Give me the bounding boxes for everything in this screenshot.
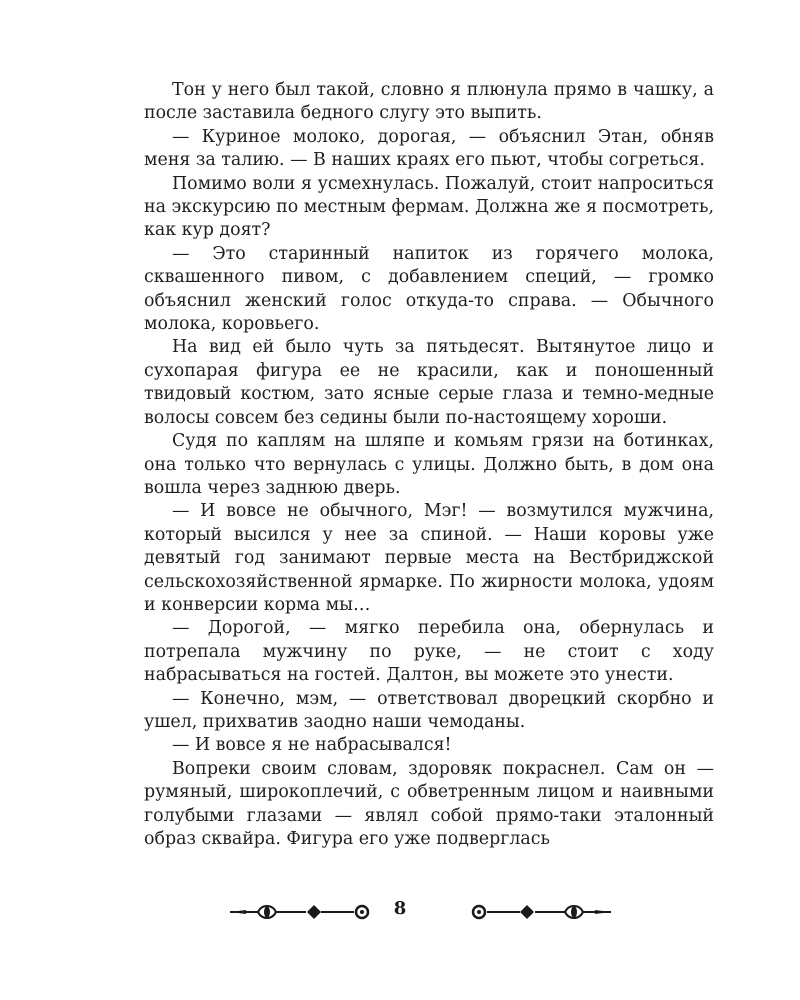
paragraph: — Это старинный напиток из горячего молока, сквашенного пивом, с добавлением специй, — громко объяснил женский голос откуда-то справа. — Обычного молока, коровьего.	[144, 243, 714, 335]
paragraph: На вид ей было чуть за пятьдесят. Вытянутое лицо и сухопарая фигура ее не красили, как и поношенный твидовый костюм, зато ясные серые глаза и темно-медные волосы совсем без седины были по-настоящему хороши.	[144, 337, 714, 428]
page-number: 8	[393, 898, 407, 919]
paragraph: Тон у него был такой, словно я плюнула прямо в чашку, а после заставила бедного слугу это выпить.	[144, 80, 714, 124]
left-flourish-ornament	[228, 900, 386, 924]
right-flourish-ornament	[455, 900, 613, 924]
paragraph: — И вовсе я не набрасывался!	[172, 735, 452, 756]
page-footer	[0, 892, 800, 932]
paragraph: Судя по каплям на шляпе и комьям грязи на ботинках, она только что вернулась с улицы. Должно быть, в дом она вошла через заднюю дверь.	[144, 431, 714, 498]
paragraph: — И вовсе не обычного, Мэг! — возмутился мужчина, который высился у нее за спиной. — Наши коровы уже девятый год занимают первые места на Вестбриджской сельскохозяйственной ярмарке. По жирности молока, удоям и конверсии корма мы…	[144, 501, 714, 615]
paragraph: — Дорогой, — мягко перебила она, обернулась и потрепала мужчину по руке, — не стоит с ходу набрасываться на гостей. Далтон, вы можете это унести.	[144, 618, 714, 686]
paragraph: — Конечно, мэм, — ответствовал дворецкий скорбно и ушел, прихватив заодно наши чемоданы.	[144, 688, 714, 732]
paragraph: Вопреки своим словам, здоровяк покраснел. Сам он — румяный, широкоплечий, с обветренным лицом и наивными голубыми глазами — являл собой прямо-таки эталонный образ сквайра. Фигура его уже подверглась	[144, 758, 714, 849]
paragraph: Помимо воли я усмехнулась. Пожалуй, стоит напроситься на экскурсию по местным фермам. Должна же я посмотреть, как кур доят?	[144, 173, 714, 241]
page-text	[144, 79, 714, 851]
paragraph: — Куриное молоко, дорогая, — объяснил Этан, обняв меня за талию. — В наших краях его пьют, чтобы согреться.	[144, 126, 714, 171]
